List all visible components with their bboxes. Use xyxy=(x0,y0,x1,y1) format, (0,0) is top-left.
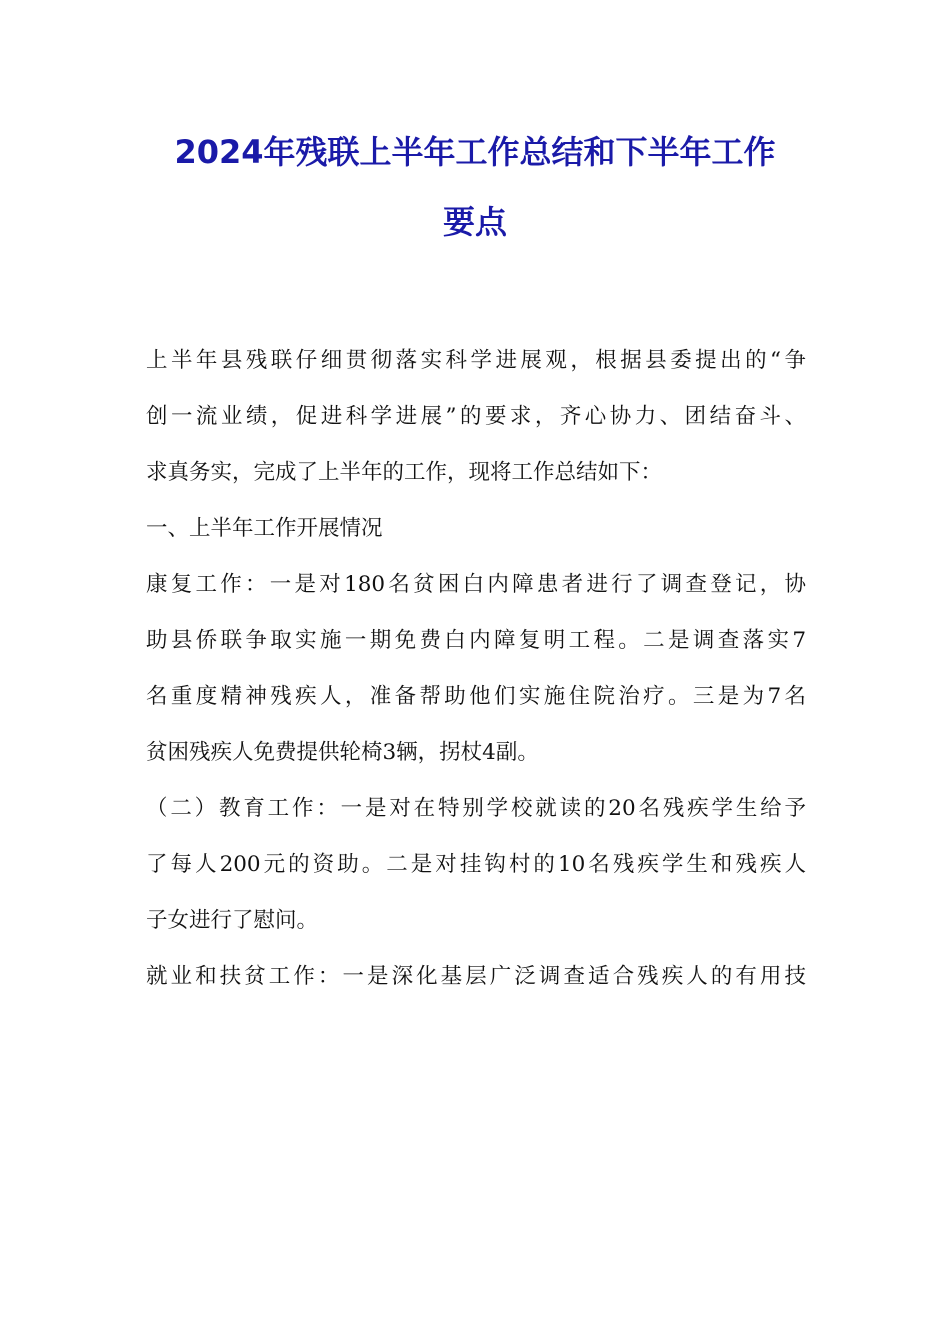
body-line-3: 求真务实，完成了上半年的工作，现将工作总结如下： xyxy=(146,460,663,485)
body-line-9: （二）教育工作：一是对在特别学校就读的20名残疾学生给予 xyxy=(146,796,806,821)
body-line-1: 上半年县残联仔细贯彻落实科学进展观，根据县委提出的“争 xyxy=(146,348,806,373)
body-line-12: 就业和扶贫工作：一是深化基层广泛调查适合残疾人的有用技 xyxy=(146,964,806,989)
document-title-line-1: 2024年残联上半年工作总结和下半年工作 xyxy=(174,133,776,171)
body-line-8: 贫困残疾人免费提供轮椅3辆，拐杖4副。 xyxy=(146,740,539,765)
document-title-line-2: 要点 xyxy=(442,203,507,241)
body-line-2: 创一流业绩，促进科学进展”的要求，齐心协力、团结奋斗、 xyxy=(146,404,806,429)
body-line-11: 子女进行了慰问。 xyxy=(146,908,319,933)
body-line-5: 康复工作：一是对180名贫困白内障患者进行了调查登记，协 xyxy=(146,572,806,597)
body-line-6: 助县侨联争取实施一期免费白内障复明工程。二是调查落实7 xyxy=(146,628,806,653)
body-line-7: 名重度精神残疾人，准备帮助他们实施住院治疗。三是为7名 xyxy=(146,684,806,709)
body-line-10: 了每人200元的资助。二是对挂钩村的10名残疾学生和残疾人 xyxy=(146,852,806,877)
section-heading: 一、上半年工作开展情况 xyxy=(146,516,383,541)
